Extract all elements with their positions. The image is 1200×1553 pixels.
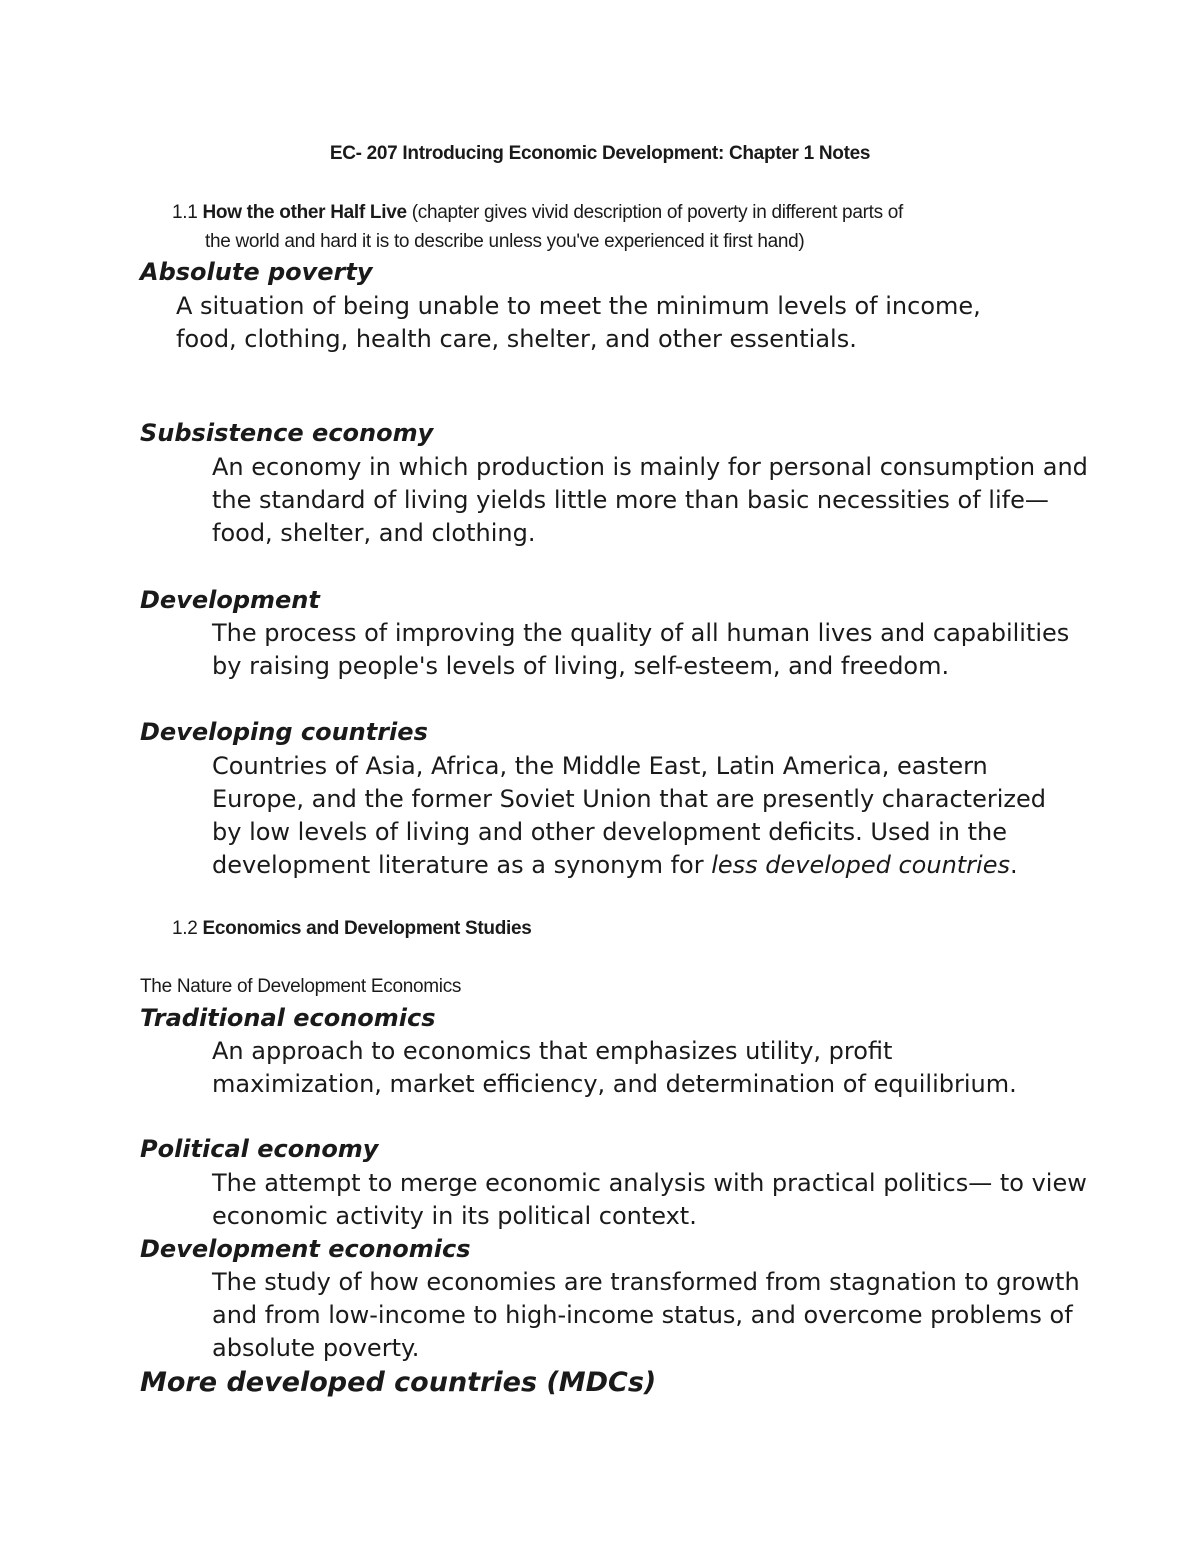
term-developing-countries: Developing countries <box>140 718 428 746</box>
term-more-developed-countries: More developed countries (MDCs) <box>140 1367 657 1398</box>
definition-text: Countries of Asia, Africa, the Middle East, Latin America, eastern Europe, and the former Soviet Union that are presently characterized by low levels of living and other development deficits. Used in the development literature as a synonym for <box>212 752 1046 879</box>
definition-subsistence-economy: An economy in which production is mainly for personal consumption and the standard of living yields little more than basic necessities of life—food, shelter, and clothing. <box>212 453 1088 547</box>
page-title: EC- 207 Introducing Economic Development: Chapter 1 Notes <box>329 143 871 164</box>
definition-development-economics: The study of how economies are transformed from stagnation to growth and from low-income to high-income status, and overcome problems of absolute poverty. <box>212 1268 1080 1362</box>
section-note-continued: the world and hard it is to describe unless you've experienced it first hand) <box>205 231 805 252</box>
definition-absolute-poverty: A situation of being unable to meet the minimum levels of income, food, clothing, health care, shelter, and other essentials. <box>176 292 981 353</box>
section-note: (chapter gives vivid description of poverty in different parts of <box>411 202 904 223</box>
term-development: Development <box>140 586 320 614</box>
section-1-1 <box>172 202 903 224</box>
term-absolute-poverty: Absolute poverty <box>140 258 373 286</box>
subheading: The Nature of Development Economics <box>140 976 462 997</box>
section-heading: Economics and Development Studies <box>202 918 532 939</box>
section-number: 1.2 <box>172 918 198 939</box>
term-traditional-economics: Traditional economics <box>140 1004 436 1032</box>
definition-developing-countries <box>212 750 1062 882</box>
term-development-economics: Development economics <box>140 1235 471 1263</box>
definition-political-economy: The attempt to merge economic analysis with practical politics— to view economic activity in its political context. <box>212 1169 1087 1230</box>
definition-end: . <box>1010 851 1018 879</box>
term-subsistence-economy: Subsistence economy <box>140 419 434 447</box>
term-political-economy: Political economy <box>140 1135 379 1163</box>
section-heading: How the other Half Live <box>202 202 407 223</box>
definition-development: The process of improving the quality of all human lives and capabilities by raising people's levels of living, self-esteem, and freedom. <box>212 619 1070 680</box>
section-number: 1.1 <box>172 202 198 223</box>
definition-emphasis: less developed countries <box>711 851 1010 879</box>
section-1-2 <box>172 918 532 940</box>
definition-traditional-economics: An approach to economics that emphasizes utility, profit maximization, market efficiency, and determination of equilibrium. <box>212 1037 1017 1098</box>
